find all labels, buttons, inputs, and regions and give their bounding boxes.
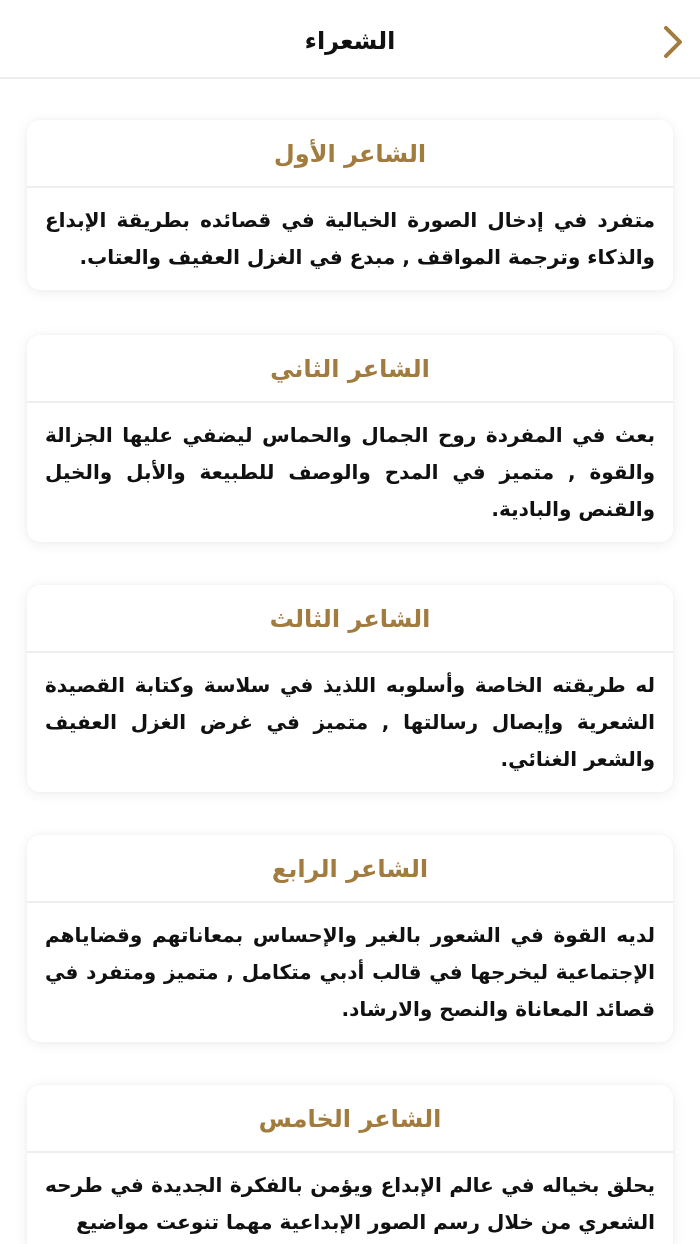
poet-title: الشاعر الثالث <box>27 585 673 653</box>
chevron-right-icon <box>656 22 688 62</box>
poet-card[interactable] <box>27 1085 673 1244</box>
nav-header <box>0 0 700 79</box>
poet-title: الشاعر الخامس <box>27 1085 673 1153</box>
poet-title: الشاعر الأول <box>27 120 673 188</box>
poet-card[interactable] <box>27 585 673 792</box>
page-title: الشعراء <box>304 27 396 55</box>
poet-card[interactable] <box>27 120 673 290</box>
poet-description: بعث في المفردة روح الجمال والحماس ليضفي عليها الجزالة والقوة , متميز في المدح والوصف للطبيعة والأبل والخيل والقنص والبادية. <box>45 423 655 521</box>
poet-description: متفرد في إدخال الصورة الخيالية في قصائده بطريقة الإبداع والذكاء وترجمة المواقف , مبدع في الغزل العفيف والعتاب. <box>45 208 655 269</box>
poet-title: الشاعر الرابع <box>27 835 673 903</box>
poet-card[interactable] <box>27 335 673 542</box>
poet-description: له طريقته الخاصة وأسلوبه اللذيذ في سلاسة وكتابة القصيدة الشعرية وإيصال رسالتها , متميز في غرض الغزل العفيف والشعر الغنائي. <box>45 673 655 771</box>
poet-card[interactable] <box>27 835 673 1042</box>
back-button[interactable] <box>656 22 688 62</box>
poet-description: لديه القوة في الشعور بالغير والإحساس بمعاناتهم وقضاياهم الإجتماعية ليخرجها في قالب أدبي متكامل , متميز ومتفرد في قصائد المعاناة والنصح والارشاد. <box>45 923 655 1021</box>
poet-description: يحلق بخياله في عالم الإبداع ويؤمن بالفكرة الجديدة في طرحه الشعري من خلال رسم الصور الإبداعية مهما تنوعت مواضيع <box>45 1173 655 1234</box>
poet-title: الشاعر الثاني <box>27 335 673 403</box>
poets-list[interactable] <box>0 79 700 1244</box>
